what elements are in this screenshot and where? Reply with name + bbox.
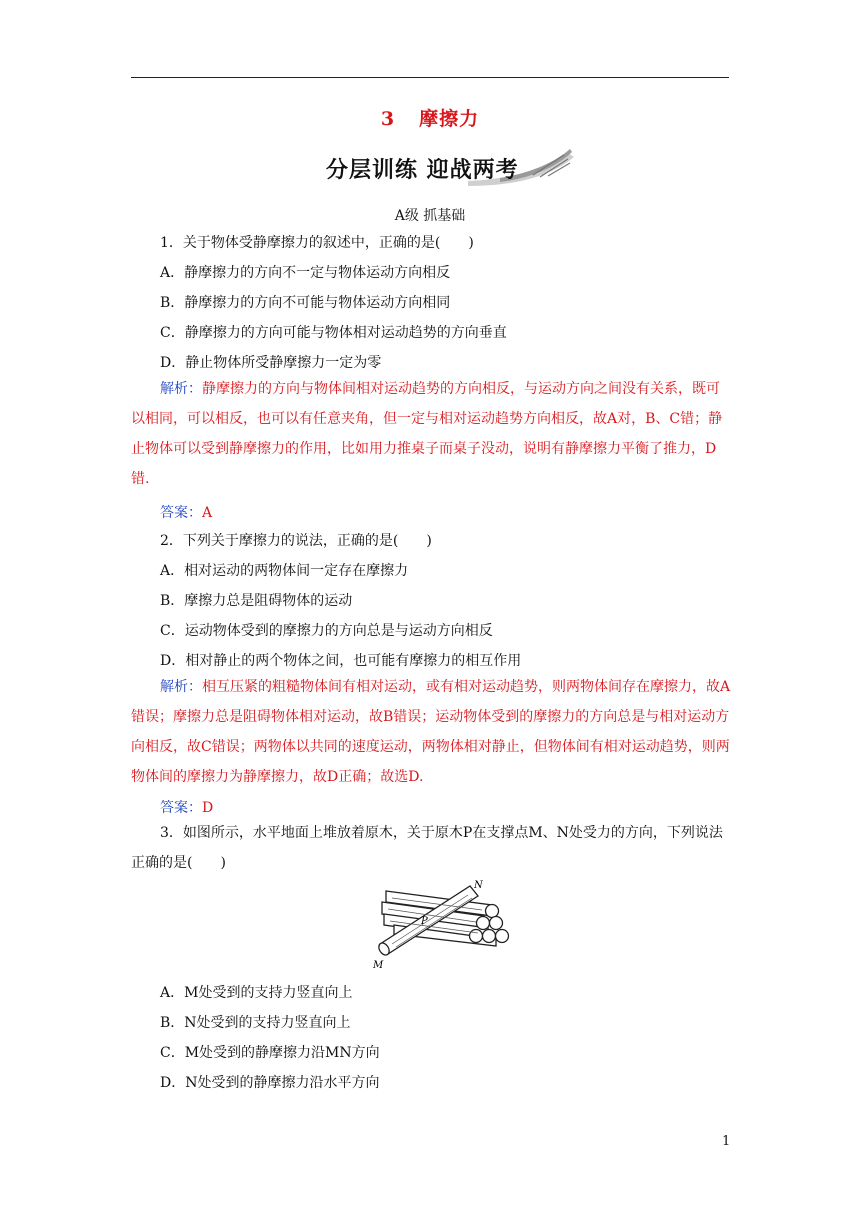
banner xyxy=(318,145,576,189)
label-p: P xyxy=(421,916,428,927)
analysis-label: 解析： xyxy=(160,381,202,397)
analysis-text: 相互压紧的粗糙物体间有相对运动，或有相对运动趋势，则两物体间存在摩擦力，故A错误；摩擦力总是阻碍物体相对运动，故B错误；运动物体受到的摩擦力的方向总是与相对运动方向相反，故C错误；两物体以共同的速度运动，两物体相对静止，但物体间有相对运动趋势，则两物体间的摩擦力为静摩擦力，故D正确；故选D. xyxy=(131,679,731,785)
question-2-analysis xyxy=(131,672,731,792)
question-1-analysis xyxy=(131,374,731,494)
question-1-stem: 1．关于物体受静摩擦力的叙述中，正确的是( ) xyxy=(160,235,474,251)
question-2-option-c: C．运动物体受到的摩擦力的方向总是与运动方向相反 xyxy=(160,623,493,639)
label-m: M xyxy=(373,960,384,971)
question-2-option-d: D．相对静止的两个物体之间，也可能有摩擦力的相互作用 xyxy=(160,653,522,669)
question-2-option-b: B．摩擦力总是阻碍物体的运动 xyxy=(160,593,353,609)
section-title-text: 摩擦力 xyxy=(419,108,480,130)
banner-text: 分层训练 迎战两考 xyxy=(326,158,519,183)
analysis-text: 静摩擦力的方向与物体间相对运动趋势的方向相反，与运动方向之间没有关系，既可以相同，可以相反，也可以有任意夹角，但一定与相对运动趋势方向相反，故A对，B、C错；静止物体可以受到静摩擦力的作用，比如用力推桌子而桌子没动，说明有静摩擦力平衡了推力，D错. xyxy=(131,381,723,487)
logs-figure xyxy=(372,876,522,972)
question-3-option-b: B．N处受到的支持力竖直向上 xyxy=(160,1015,351,1031)
answer-value: A xyxy=(202,505,213,521)
question-1-option-c: C．静摩擦力的方向可能与物体相对运动趋势的方向垂直 xyxy=(160,325,507,341)
section-title xyxy=(0,104,860,131)
label-n: N xyxy=(474,880,483,891)
question-3-stem: 3．如图所示，水平地面上堆放着原木，关于原木P在支撑点M、N处受力的方向，下列说法正确的是( ) xyxy=(131,825,723,871)
question-1-option-b: B．静摩擦力的方向不可能与物体运动方向相同 xyxy=(160,295,451,311)
question-3-option-c: C．M处受到的静摩擦力沿MN方向 xyxy=(160,1045,380,1061)
answer-label: 答案： xyxy=(160,505,202,521)
page-number: 1 xyxy=(722,1134,731,1149)
question-3-option-d: D．N处受到的静摩擦力沿水平方向 xyxy=(160,1075,380,1091)
section-number: 3 xyxy=(380,108,396,130)
analysis-label: 解析： xyxy=(160,679,202,695)
header-rule xyxy=(131,77,729,78)
answer-label: 答案： xyxy=(160,800,202,816)
level-heading: A级 抓基础 xyxy=(394,208,466,224)
question-2-stem: 2．下列关于摩擦力的说法，正确的是( ) xyxy=(160,533,432,549)
question-2-option-a: A．相对运动的两物体间一定存在摩擦力 xyxy=(160,563,409,579)
question-2-answer xyxy=(160,797,213,817)
question-1-option-a: A．静摩擦力的方向不一定与物体运动方向相反 xyxy=(160,265,451,281)
stacked-logs-illustration xyxy=(372,876,522,972)
question-1-option-d: D．静止物体所受静摩擦力一定为零 xyxy=(160,355,382,371)
question-3-option-a: A．M处受到的支持力竖直向上 xyxy=(160,985,353,1001)
question-1-answer xyxy=(160,502,212,522)
answer-value: D xyxy=(202,800,214,816)
